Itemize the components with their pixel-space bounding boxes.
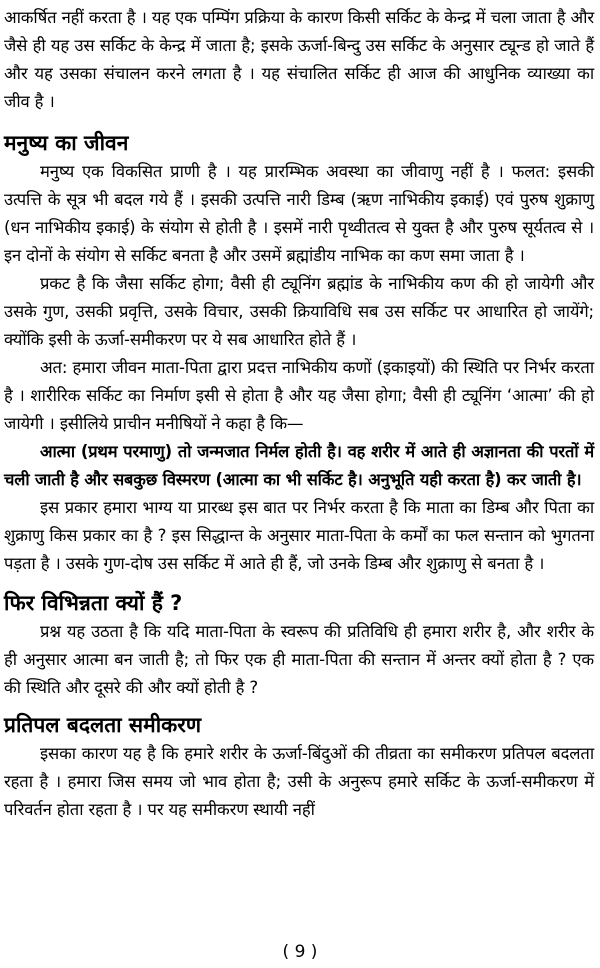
quote-atma: आत्मा (प्रथम परमाणु) तो जन्मजात निर्मल होती है। वह शरीर में आते ही अज्ञानता की परतों में चली जाती है और सबकुछ विस्मरण (आत्मा का भी सर्किट है। अनुभूति यही करता है) कर जाती है। bbox=[4, 442, 594, 489]
heading-human-life: मनुष्य का जीवन bbox=[4, 131, 129, 155]
paragraph-circuit-tuning: प्रकट है कि जैसा सर्किट होगा; वैसी ही ट्यूनिंग ब्रह्मांड के नाभिकीय कण की हो जायेगी और उसके गुण, उसकी प्रवृत्ति, उसके विचार, उसकी क्रियाविधि सब उस सर्किट पर आधारित हो जायेंगे; क्योंकि इसी के ऊर्जा-समीकरण पर ये सब आधारित होते हैं । bbox=[4, 274, 594, 349]
page-number: ( 9 ) bbox=[282, 942, 318, 962]
paragraph-question: प्रश्न यह उठता है कि यदि माता-पिता के स्वरूप की प्रतिविधि ही हमारा शरीर है, और शरीर के ही अनुसार आत्मा बन जाती है; तो फिर एक ही माता-पिता की सन्तान में अन्तर क्यों होता है ? एक की स्थिति और दूसरे की और क्यों होती है ? bbox=[4, 622, 594, 697]
paragraph-reason: इसका कारण यह है कि हमारे शरीर के ऊर्जा-बिंदुओं की तीव्रता का समीकरण प्रतिपल बदलता रहता है । हमारा जिस समय जो भाव होता है; उसी के अनुरूप हमारे सर्किट के ऊर्जा-समीकरण में परिवर्तन होता रहता है । पर यह समीकरण स्थायी नहीं bbox=[4, 744, 594, 819]
paragraph-parents-particles: अत: हमारा जीवन माता-पिता द्वारा प्रदत्त नाभिकीय कणों (इकाइयों) की स्थिति पर निर्भर करता है । शारीरिक सर्किट का निर्माण इसी से होता है और यह जैसा होगा; वैसी ही ट्यूनिंग ‘आत्मा’ की हो जायेगी । इसीलिये प्राचीन मनीषियों ने कहा है कि— bbox=[4, 358, 594, 433]
paragraph-human-origin: मनुष्य एक विकसित प्राणी है । यह प्रारम्भिक अवस्था का जीवाणु नहीं है । फलत: इसकी उत्पत्ति के सूत्र भी बदल गये हैं । इसकी उत्पत्ति नारी डिम्ब (ऋण नाभिकीय इकाई) एवं पुरुष शुक्राणु (धन नाभिकीय इकाई) के संयोग से होती है । इसमें नारी पृथ्वीतत्व से युक्त है और पुरुष सूर्यतत्व से । इन दोनों के संयोग से सर्किट बनता है और उसमें ब्रह्मांडीय नाभिक का कण समा जाता है । bbox=[4, 162, 594, 265]
paragraph-destiny: इस प्रकार हमारा भाग्य या प्रारब्ध इस बात पर निर्भर करता है कि माता का डिम्ब और पिता का शुक्राणु किस प्रकार का है ? इस सिद्धान्त के अनुसार माता-पिता के कर्मों का फल सन्तान को भुगतना पड़ता है । उसके गुण-दोष उस सर्किट में आते ही हैं, जो उनके डिम्ब और शुक्राणु से बनता है । bbox=[4, 498, 594, 573]
heading-changing-equation: प्रतिपल बदलता समीकरण bbox=[4, 713, 202, 737]
paragraph-pumping-circuit: आकर्षित नहीं करता है । यह एक पम्पिंग प्रक्रिया के कारण किसी सर्किट के केन्द्र में चला जाता है और जैसे ही यह उस सर्किट के केन्द्र में जाता है; इसके ऊर्जा-बिन्दु उस सर्किट के अनुसार ट्यून्ड हो जाते हैं और यह उसका संचालन करने लगता है । यह संचालित सर्किट ही आज की आधुनिक व्याख्या का जीव है । bbox=[4, 8, 594, 111]
heading-why-diversity: फिर विभिन्नता क्यों हैं ? bbox=[4, 591, 183, 615]
